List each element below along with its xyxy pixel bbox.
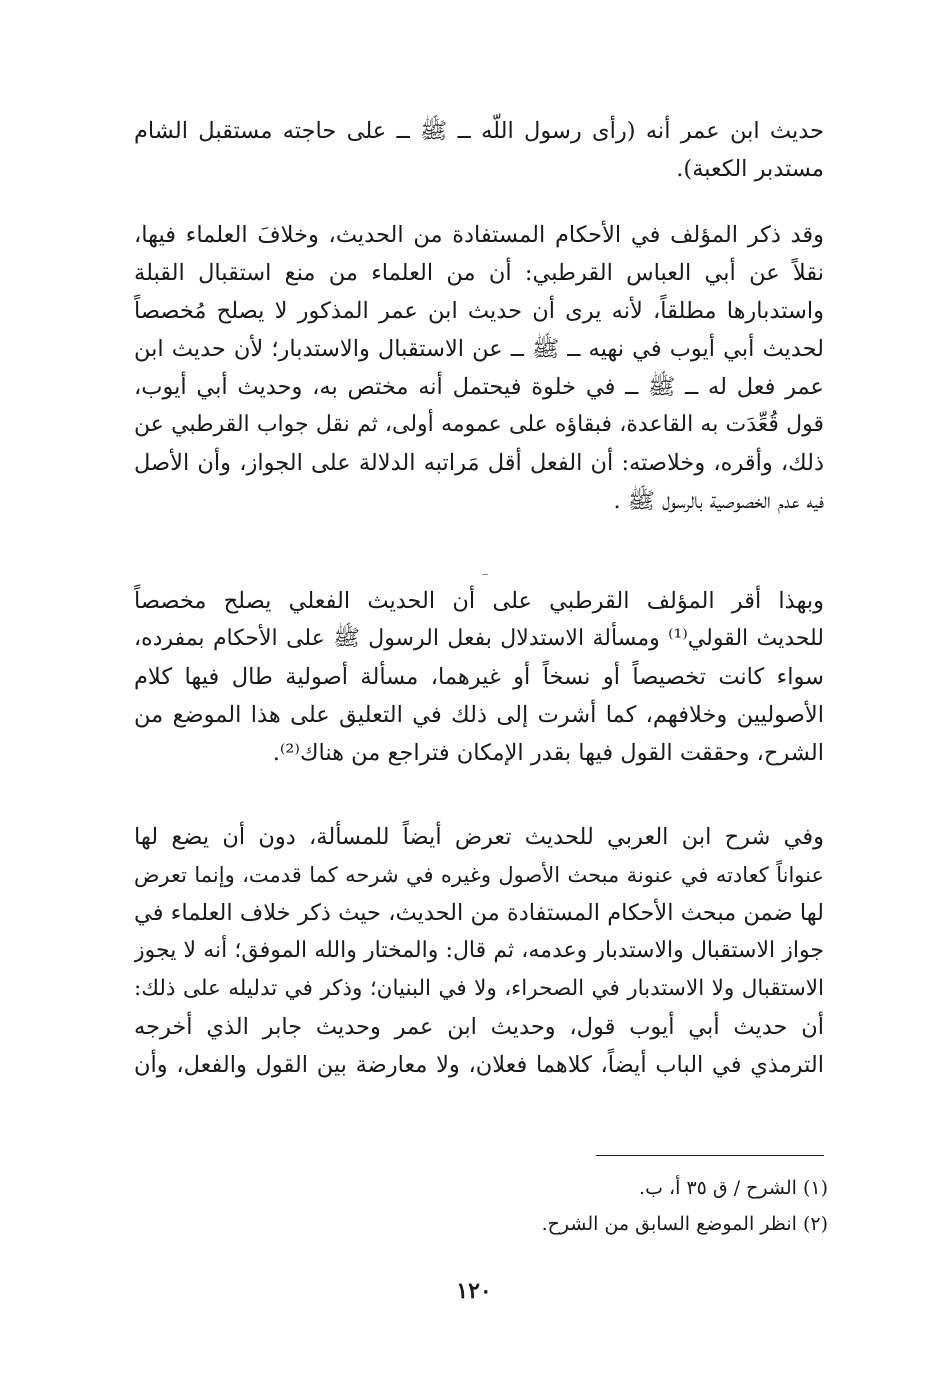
text-line: للحديث القولي⁽¹⁾ ومسألة الاستدلال بفعل الرسول ﷺ على الأحكام بمفرده، [134, 626, 824, 651]
paragraph-4 [134, 818, 824, 1084]
text-line: واستدبارها مطلقاً، لأنه يرى أن حديث ابن عمر المذكور لا يصلح مُخصصاً [134, 298, 824, 324]
text-line: الترمذي في الباب أيضاً، كلاهما فعلان، ولا معارضة بين القول والفعل، وأن [134, 1052, 824, 1078]
text-line: قول قُعِّدَت به القاعدة، فبقاؤه على عمومه أولى، ثم نقل جواب القرطبي عن [134, 412, 824, 437]
text-line: مستدبر الكعبة). [676, 156, 824, 182]
text-line: سواء كانت تخصيصاً أو نسخاً أو غيرهما، مسألة أصولية طال فيها كلام [134, 664, 824, 690]
paragraph-1 [134, 112, 824, 188]
text-line: أن حديث أبي أيوب قول، وحديث ابن عمر وحديث جابر الذي أخرجه [134, 1014, 824, 1040]
text-line: وقد ذكر المؤلف في الأحكام المستفادة من الحديث، وخلافَ العلماء فيها، [134, 222, 824, 248]
text-line: حديث ابن عمر أنه (رأى رسول اللّه ــ ﷺ ــ على حاجته مستقبل الشام [134, 118, 824, 144]
footnotes [300, 1170, 828, 1242]
scan-mark [482, 574, 488, 575]
text-line: لها ضمن مبحث الأحكام المستفادة من الحديث، حيث ذكر خلاف العلماء في [134, 900, 824, 926]
text-line: ذلك، وأقره، وخلاصته: أن الفعل أقل مَراتبه الدلالة على الجواز، وأن الأصل [134, 450, 824, 476]
text-line: عمر فعل له ــ ﷺ ــ في خلوة فيحتمل أنه مختص به، وحديث أبي أيوب، [134, 374, 824, 400]
text-line: وبهذا أقر المؤلف القرطبي على أن الحديث الفعلي يصلح مخصصاً [134, 588, 824, 614]
text-line: الشرح، وحققت القول فيها بقدر الإمكان فتراجع من هناك⁽²⁾. [272, 740, 824, 766]
footnote-2: (٢) انظر الموضع السابق من الشرح. [541, 1213, 828, 1235]
text-line: الأصوليين وخلافهم، كما أشرت إلى ذلك في التعليق على هذا الموضع من [134, 702, 824, 728]
text-line: جواز الاستقبال والاستدبار وعدمه، ثم قال: والمختار والله الموفق؛ أنه لا يجوز [134, 938, 824, 963]
footnote-divider [596, 1155, 824, 1156]
text-line: الاستقبال ولا الاستدبار في الصحراء، ولا في البنيان؛ وذكر في تدليله على ذلك: [134, 976, 824, 1001]
footnote-1: (١) الشرح / ق ٣٥ أ، ب. [639, 1177, 828, 1199]
page-number: ١٢٠ [456, 1278, 492, 1304]
text-line: فيه عدم الخصوصية بالرسول ﷺ . [613, 488, 824, 514]
paragraph-3 [134, 582, 824, 772]
text-line: لحديث أبي أيوب في نهيه ــ ﷺ ــ عن الاستقبال والاستدبار؛ لأن حديث ابن [134, 336, 824, 362]
text-line: عنواناً كعادته في عنونة مبحث الأصول وغيره في شرحه كما قدمت، وإنما تعرض [134, 863, 824, 887]
text-line: وفي شرح ابن العربي للحديث تعرض أيضاً للمسألة، دون أن يضع لها [134, 824, 824, 850]
text-line: نقلاً عن أبي العباس القرطبي: أن من العلماء من منع استقبال القبلة [134, 260, 824, 286]
paragraph-2 [134, 216, 824, 520]
